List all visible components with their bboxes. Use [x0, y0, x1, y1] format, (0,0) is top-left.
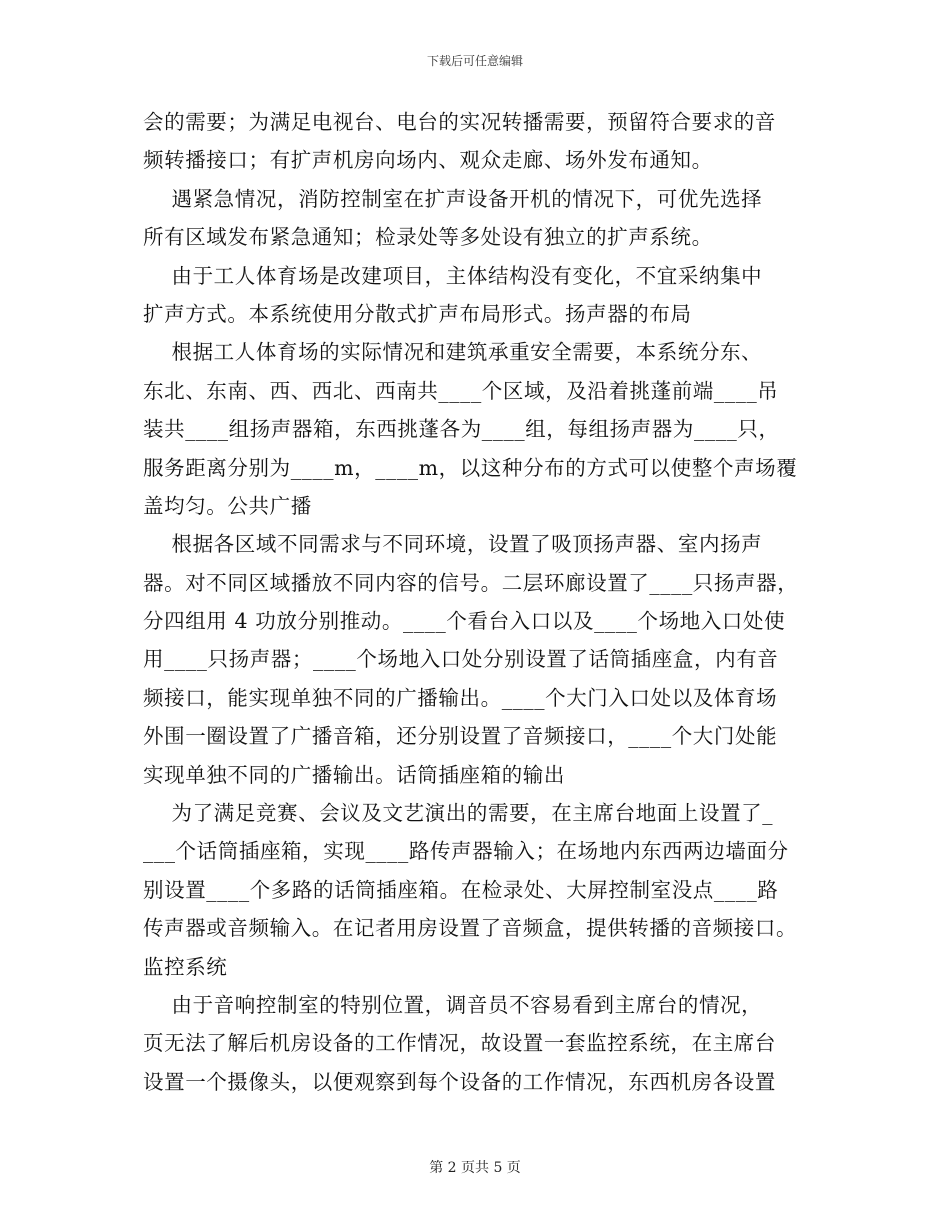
text-line: 为了满足竞赛、会议及文艺演出的需要，在主席台地面上设置了_: [143, 801, 774, 826]
text-line: 分四组用 4 功放分别推动。____个看台入口以及____个场地入口处使: [143, 609, 786, 634]
text-line: ___个话筒插座箱，实现____路传声器输入；在场地内东西两边墙面分: [143, 839, 789, 864]
text-line: 实现单独不同的广播输出。话筒插座箱的输出: [143, 762, 565, 787]
text-line: 频接口，能实现单独不同的广播输出。____个大门入口处以及体育场: [143, 685, 778, 710]
page-footer: 第 2 页共 5 页: [429, 1160, 521, 1176]
text-line: 扩声方式。本系统使用分散式扩声布局形式。扬声器的布局: [143, 301, 692, 326]
text-line: 东北、东南、西、西北、西南共____个区域，及沿着挑蓬前端____吊: [143, 378, 779, 403]
text-line: 频转播接口；有扩声机房向场内、观众走廊、场外发布通知。: [143, 148, 713, 173]
text-line: 会的需要；为满足电视台、电台的实况转播需要，预留符合要求的音: [143, 110, 776, 134]
text-line: 装共____组扬声器箱，东西挑蓬各为____组，每组扬声器为____只，: [143, 417, 780, 442]
text-line: 用____只扬声器；____个场地入口处分别设置了话筒插座盒，内有音: [143, 647, 779, 672]
text-line: 别设置____个多路的话筒插座箱。在检录处、大屏控制室没点____路: [143, 877, 779, 902]
text-line: 监控系统: [143, 954, 228, 979]
text-line: 根据各区域不同需求与不同环境，设置了吸顶扬声器、室内扬声: [143, 532, 763, 557]
text-line: 由于工人体育场是改建项目，主体结构没有变化，不宜采纳集中: [143, 263, 763, 288]
text-line: 盖均匀。公共广播: [143, 493, 312, 518]
document-body: [143, 103, 843, 1101]
text-line: 设置一个摄像头，以便观察到每个设备的工作情况，东西机房各设置: [143, 1069, 776, 1094]
page-header: 下载后可任意编辑: [426, 54, 523, 68]
text-line: 所有区域发布紧急通知；检录处等多处设有独立的扩声系统。: [143, 225, 713, 250]
text-line: 服务距离分别为____m，____m，以这种分布的方式可以使整个声场覆: [143, 455, 798, 480]
text-line: 器。对不同区域播放不同内容的信号。二层环廊设置了____只扬声器，: [143, 570, 799, 595]
text-line: 遇紧急情况，消防控制室在扩声设备开机的情况下，可优先选择: [143, 186, 763, 211]
text-line: 页无法了解后机房设备的工作情况，故设置一套监控系统，在主席台: [143, 1031, 776, 1056]
text-line: 传声器或音频输入。在记者用房设置了音频盒，提供转播的音频接口。: [143, 916, 798, 941]
text-line: 根据工人体育场的实际情况和建筑承重安全需要，本系统分东、: [143, 340, 763, 365]
text-line: 外围一圈设置了广播音箱，还分别设置了音频接口，____个大门处能: [143, 724, 778, 749]
text-line: 由于音响控制室的特别位置，调音员不容易看到主席台的情况，: [143, 992, 763, 1017]
